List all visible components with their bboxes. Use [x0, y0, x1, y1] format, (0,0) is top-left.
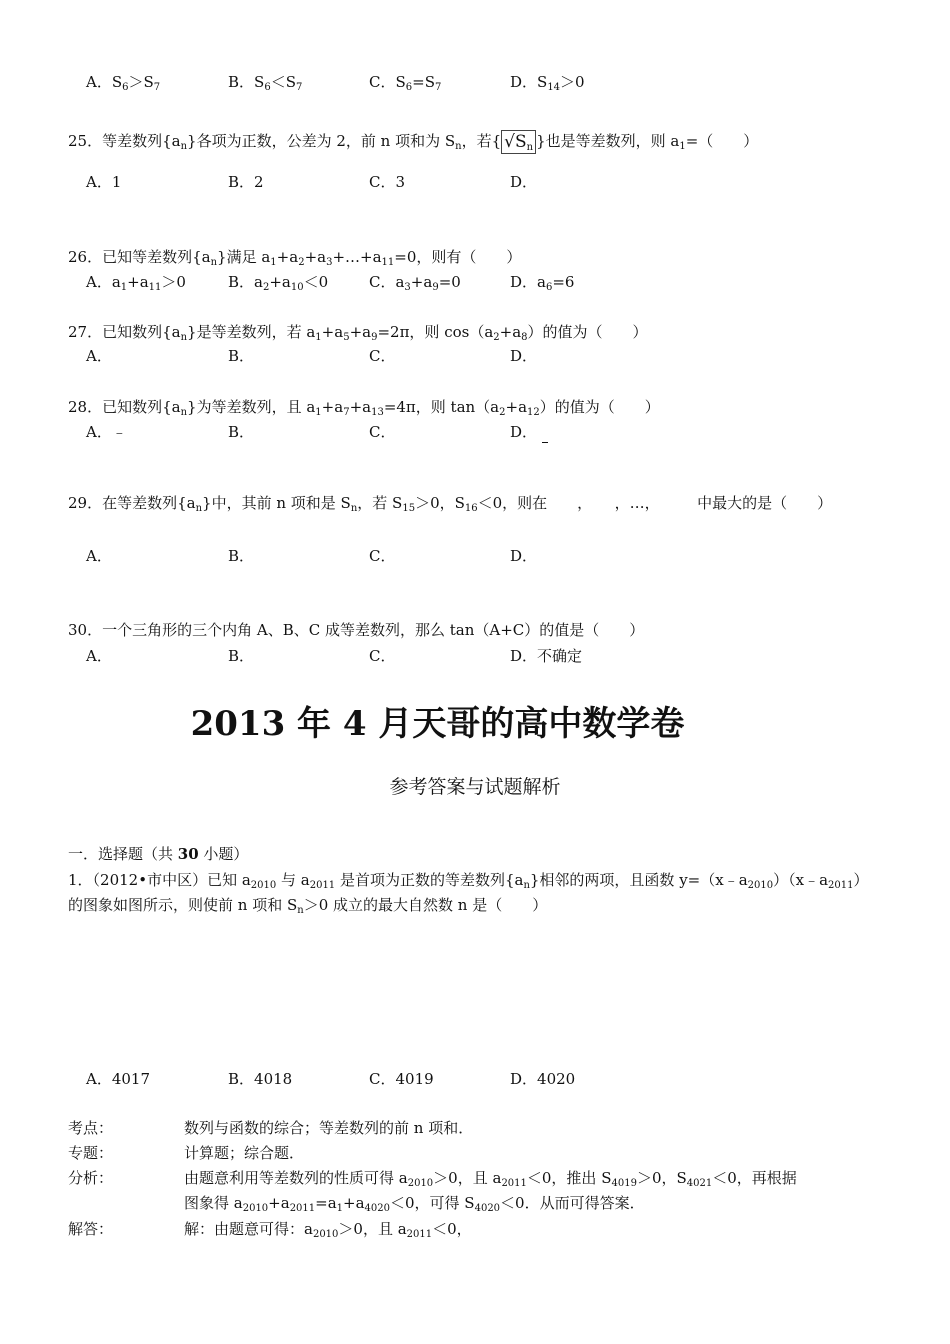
- zhuanti-label: 专题：: [68, 1144, 114, 1162]
- q26-option-c: C．$a_3+a_9=0$: [369, 273, 461, 293]
- jieda-text: 解：由题意可得：$a_{2010}>0$，且 $a_{2011}<0$，: [184, 1220, 472, 1240]
- q30-option-b: B．: [228, 647, 255, 665]
- q29-stem: 29．在等差数列$\{a_n\}$中，其前 n 项和是 $S_n$，若 $S_{15}>0$，$S_{16}<0$，则在 ， ，…， 中最大的是（ ）: [68, 494, 833, 514]
- q28-option-b: B．: [228, 423, 255, 441]
- section-heading: 一．选择题（共 30 小题）: [68, 845, 249, 863]
- q27-option-c: C．: [369, 347, 396, 365]
- q28-option-d: D．: [510, 422, 548, 443]
- q25-option-d: D．: [510, 173, 538, 191]
- q1-stem-line1: 1．（2012•市中区）已知 $a_{2010}$ 与 $a_{2011}$ 是首项为正数的等差数列$\{a_n\}$相邻的两项，且函数 $y=(x﹣a_{2010})(x﹣a_{2011})$: [68, 871, 869, 891]
- q27-option-b: B．: [228, 347, 255, 365]
- q30-option-c: C．: [369, 647, 396, 665]
- fenxi-label: 分析：: [68, 1169, 114, 1187]
- q26-option-a: A．$a_1+a_{11}>0$: [86, 273, 186, 293]
- q29-option-c: C．: [369, 547, 396, 565]
- q24-option-c: C．$S_6=S_7$: [369, 73, 442, 93]
- q26-option-b: B．$a_2+a_{10}<0$: [228, 273, 329, 293]
- kaodian-text: 数列与函数的综合；等差数列的前 n 项和．: [184, 1119, 474, 1137]
- fenxi-text-line1: 由题意利用等差数列的性质可得 $a_{2010}>0$，且 $a_{2011}<0$，推出 $S_{4019}>0$，$S_{4021}<0$，再根据: [184, 1169, 797, 1189]
- q26-option-d: D．$a_6=6$: [510, 273, 575, 293]
- q30-option-a: A．: [86, 647, 112, 665]
- page-subtitle: 参考答案与试题解析: [389, 776, 561, 798]
- q25-stem: 25．等差数列$\{a_n\}$各项为正数，公差为 2，前 n 项和为 $S_n$，若{ $√S_n$ }也是等差数列，则 $a_1=$（ ）: [68, 132, 759, 153]
- q24-option-d: D．$S_{14}>0$: [510, 73, 585, 93]
- q25-option-b: B．2: [228, 173, 264, 191]
- q28-option-c: C．: [369, 423, 396, 441]
- q27-option-d: D．: [510, 347, 538, 365]
- q29-option-a: A．: [86, 547, 112, 565]
- q1-option-d: D．4020: [510, 1070, 576, 1088]
- fenxi-text-line2: 图象得 $a_{2010}+a_{2011}=a_1+a_{4020}<0$，可得 $S_{4020}<0$．从而可得答案．: [184, 1194, 645, 1214]
- q1-option-a: A．4017: [86, 1070, 151, 1088]
- q25-option-a: A．1: [86, 173, 122, 191]
- q24-option-b: B．$S_6<S_7$: [228, 73, 303, 93]
- q27-stem: 27．已知数列$\{a_n\}$是等差数列，若 $a_1+a_5+a_9=2\pi$，则 $\cos(a_2+a_8)$的值为（ ）: [68, 323, 648, 343]
- q1-option-c: C．4019: [369, 1070, 434, 1088]
- jieda-label: 解答：: [68, 1220, 114, 1238]
- page-title: 2013 年 4 月天哥的高中数学卷: [190, 704, 685, 744]
- q28-stem: 28．已知数列$\{a_n\}$为等差数列，且 $a_1+a_7+a_{13}=4\pi$，则 $\tan(a_2+a_{12})$的值为（ ）: [68, 398, 660, 418]
- q30-option-d: D．不确定: [510, 647, 583, 665]
- q29-option-b: B．: [228, 547, 255, 565]
- sqrt-sn-formula: $√S_n$: [501, 130, 536, 154]
- q28-option-a: A．﹣: [86, 423, 127, 441]
- q27-option-a: A．: [86, 347, 112, 365]
- q30-stem: 30．一个三角形的三个内角 A、B、C 成等差数列，那么 tan（A+C）的值是（ ）: [68, 621, 645, 639]
- zhuanti-text: 计算题；综合题．: [184, 1144, 305, 1162]
- q26-stem: 26．已知等差数列$\{a_n\}$满足 $a_1+a_2+a_3+\dots+a_{11}=0$，则有（ ）: [68, 248, 522, 268]
- q24-option-a: A．$S_6>S_7$: [86, 73, 161, 93]
- q1-option-b: B．4018: [228, 1070, 293, 1088]
- q29-option-d: D．: [510, 547, 538, 565]
- kaodian-label: 考点：: [68, 1119, 114, 1137]
- q1-stem-line2: 的图象如图所示，则使前 n 项和 $S_n>0$ 成立的最大自然数 n 是（ ）: [68, 896, 548, 916]
- q25-option-c: C．3: [369, 173, 406, 191]
